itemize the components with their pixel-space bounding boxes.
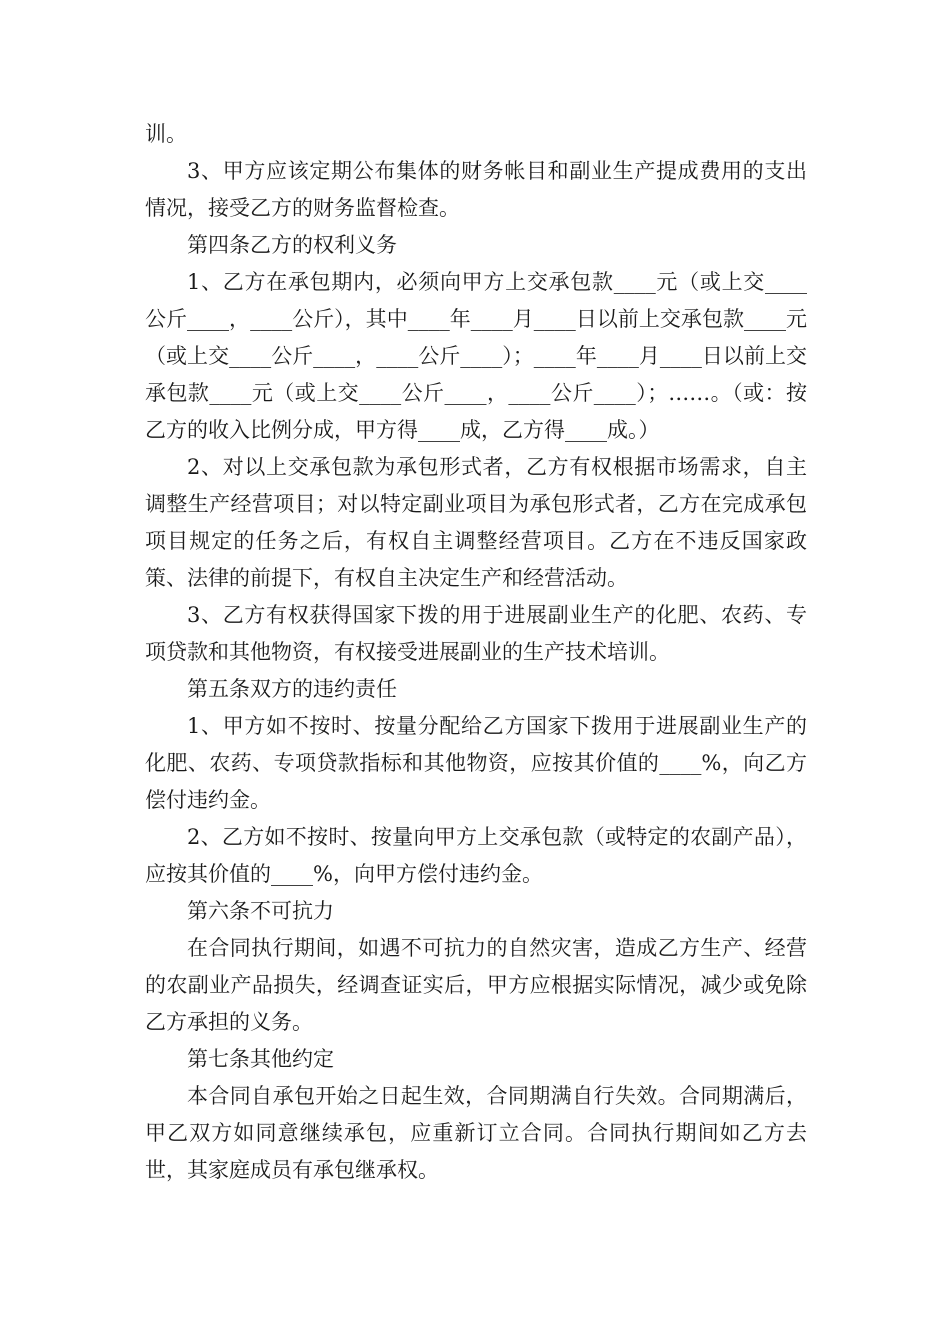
article-5-heading: 第五条双方的违约责任 <box>187 677 397 701</box>
paragraph-force-majeure: 在合同执行期间，如遇不可抗力的自然灾害，造成乙方生产、经营的农副业产品损失，经调查证实后，甲方应根据实际情况，减少或免除乙方承担的义务。 <box>145 936 807 1034</box>
paragraph-clause-3-materials: 3、乙方有权获得国家下拨的用于进展副业生产的化肥、农药、专项贷款和其他物资，有权接受进展副业的生产技术培训。 <box>145 603 807 664</box>
paragraph-clause-1-payment: 1、乙方在承包期内，必须向甲方上交承包款____元（或上交____公斤____，____公斤），其中____年____月____日以前上交承包款____元（或上交____公斤____，____公斤____）；____年____月____日以前上交承包款____元（或上交____公斤____，____公斤____）；……。（或：按乙方的收入比例分成，甲方得____成，乙方得____成。） <box>145 270 807 442</box>
paragraph-other-provisions: 本合同自承包开始之日起生效，合同期满自行失效。合同期满后，甲乙双方如同意继续承包，应重新订立合同。合同执行期间如乙方去世，其家庭成员有承包继承权。 <box>145 1084 807 1182</box>
paragraph-clause-1-party-a-penalty: 1、甲方如不按时、按量分配给乙方国家下拨用于进展副业生产的化肥、农药、专项贷款指标和其他物资，应按其价值的____%，向乙方偿付违约金。 <box>145 714 807 812</box>
paragraph-clause-3-disclosure: 3、甲方应该定期公布集体的财务帐目和副业生产提成费用的支出情况，接受乙方的财务监督检查。 <box>145 159 807 220</box>
paragraph-clause-2-party-b-penalty: 2、乙方如不按时、按量向甲方上交承包款（或特定的农副产品），应按其价值的____%，向甲方偿付违约金。 <box>145 825 807 886</box>
paragraph-continuation: 训。 <box>145 122 187 146</box>
article-4-heading: 第四条乙方的权利义务 <box>187 233 397 257</box>
paragraph-clause-2-autonomy: 2、对以上交承包款为承包形式者，乙方有权根据市场需求，自主调整生产经营项目；对以特定副业项目为承包形式者，乙方在完成承包项目规定的任务之后，有权自主调整经营项目。乙方在不违反国家政策、法律的前提下，有权自主决定生产和经营活动。 <box>145 455 807 590</box>
article-6-heading: 第六条不可抗力 <box>187 899 334 923</box>
article-7-heading: 第七条其他约定 <box>187 1047 334 1071</box>
